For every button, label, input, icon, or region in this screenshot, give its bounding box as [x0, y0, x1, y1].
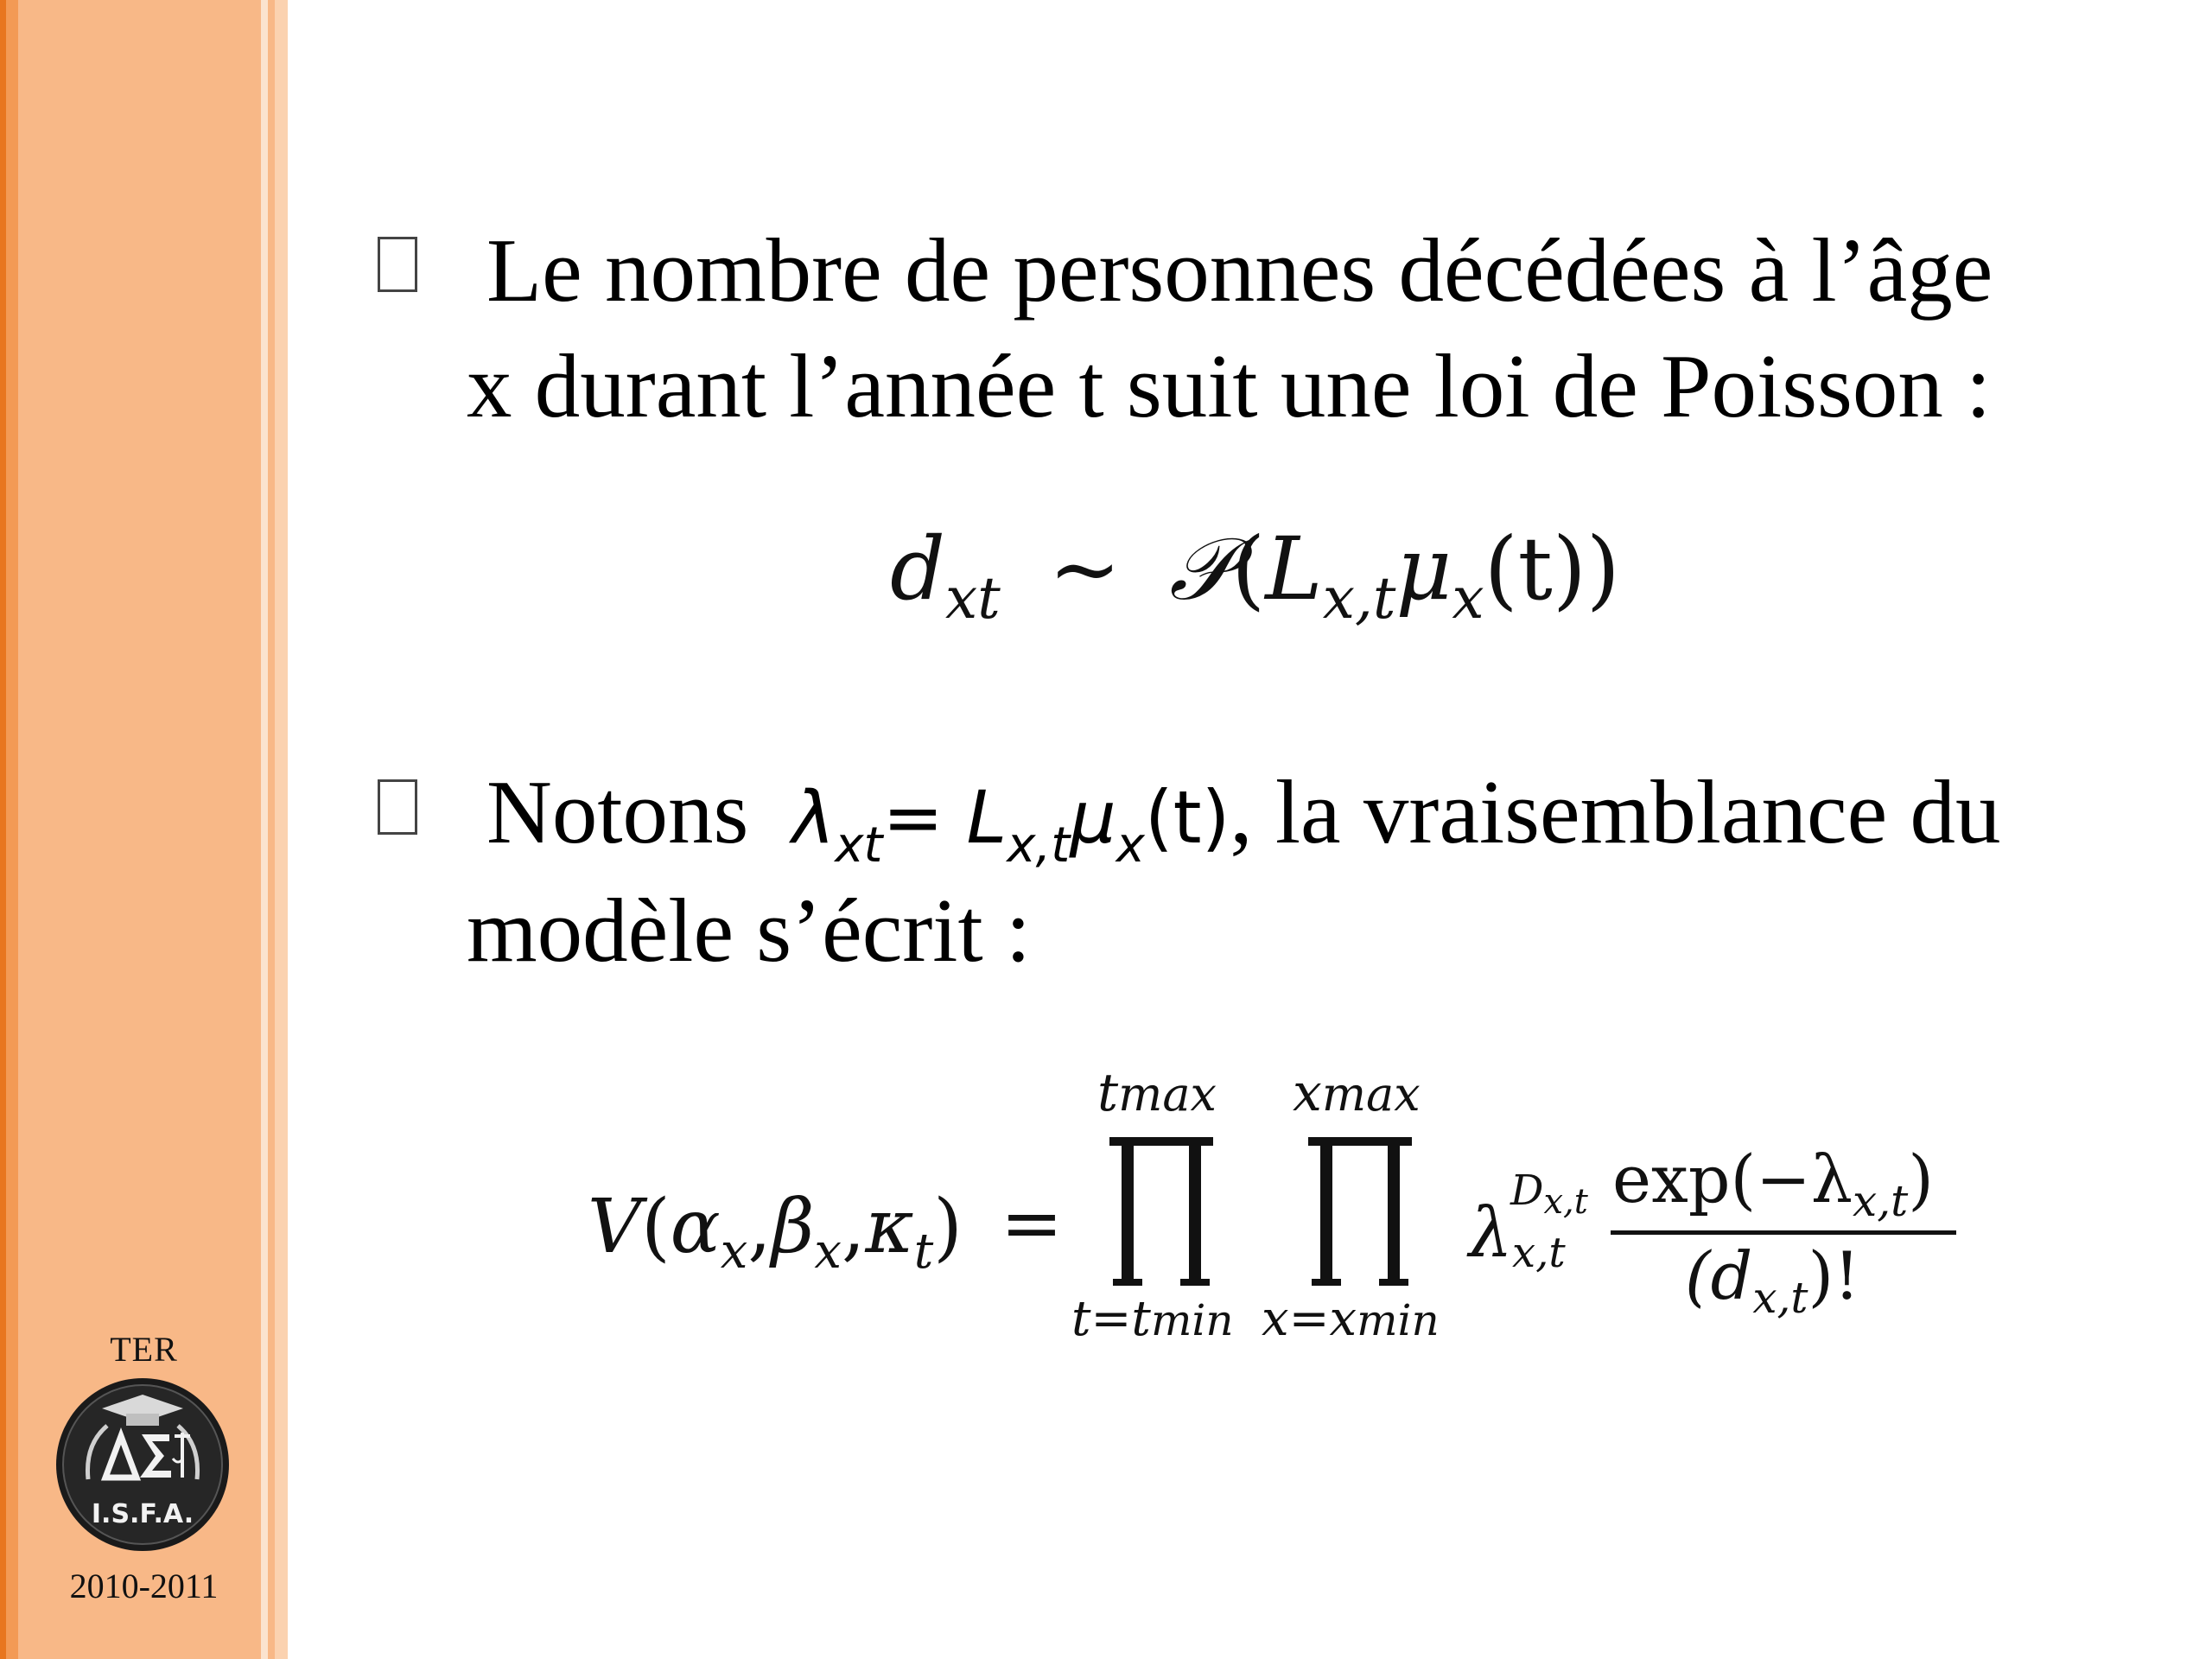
inline-lambda: λ	[791, 775, 836, 860]
eq1-close: )	[1586, 518, 1620, 620]
sidebar-edge-dark	[0, 0, 6, 1659]
equation-poisson	[890, 518, 1620, 648]
eq1-L: L	[1265, 518, 1323, 620]
eq2-V: V	[588, 1184, 642, 1270]
bullet-marker-1	[378, 237, 417, 292]
eq1-arg: (t)	[1484, 518, 1586, 620]
eq2-product-symbol-1	[1109, 1137, 1213, 1286]
inline-lambda-def	[791, 775, 1230, 874]
eq1-sim: ~	[1048, 518, 1122, 620]
eq2-denominator-text: (d	[1685, 1237, 1753, 1314]
eq2-alpha-sub: x	[720, 1224, 748, 1280]
eq2-product-symbol-2	[1308, 1137, 1412, 1286]
eq2-prod2-lower-var: x=x	[1262, 1291, 1357, 1347]
sidebar-edge-mid	[6, 0, 18, 1659]
eq2-prod1-upper-sub: max	[1118, 1067, 1217, 1122]
eq1-d: d	[890, 518, 946, 620]
inline-eq: =	[882, 775, 944, 860]
bullet-2-line-1	[486, 754, 2180, 885]
eq2-kappa-sub: t	[913, 1224, 934, 1280]
sidebar-stripe-light	[261, 0, 268, 1659]
eq2-numerator-sub: x,t	[1853, 1176, 1909, 1226]
eq2-alpha: α	[670, 1184, 721, 1270]
eq1-mu: μ	[1395, 518, 1452, 620]
eq2-prod2-upper	[1293, 1063, 1421, 1123]
eq1-open: (	[1231, 518, 1266, 620]
eq1-mu-sub: x	[1452, 565, 1484, 632]
bullet-2-after-math: , la vraisemblance du	[1230, 761, 2001, 862]
eq2-prod1-lower-var: t=t	[1071, 1291, 1151, 1347]
eq2-lambda-sub: x,t	[1512, 1229, 1566, 1277]
eq2-prod1-lower-sub: min	[1150, 1295, 1234, 1345]
eq2-lambda-sup-var: D	[1510, 1166, 1544, 1215]
eq2-close: )	[933, 1184, 963, 1270]
eq1-L-sub: x,t	[1322, 565, 1396, 632]
eq2-prod2-upper-sub: max	[1321, 1067, 1421, 1122]
eq1-d-sub: xt	[945, 565, 1001, 632]
eq2-prod1-upper-var: t	[1097, 1063, 1119, 1123]
eq2-lhs	[588, 1184, 963, 1280]
eq2-prod1-upper	[1097, 1063, 1217, 1123]
sidebar-stripe-pale	[275, 0, 288, 1659]
eq2-lambda-sup-sub: x,t	[1543, 1182, 1588, 1222]
inline-L-sub: x,t	[1007, 817, 1071, 874]
bullet-2-word: Notons	[486, 761, 749, 862]
eq2-beta-sub: x	[814, 1224, 842, 1280]
eq2-kappa: κ	[865, 1184, 914, 1270]
ter-label: TER	[110, 1330, 178, 1369]
eq2-lambda-sup	[1510, 1166, 1588, 1222]
year-label: 2010-2011	[69, 1567, 219, 1605]
eq2-lambda: λ	[1469, 1192, 1513, 1273]
eq2-comma-2: ,	[842, 1184, 866, 1270]
eq2-equals: =	[1001, 1180, 1064, 1267]
eq2-numerator-text: exp(−λ	[1612, 1141, 1853, 1217]
bullet-2-line-2: modèle s’écrit :	[467, 880, 1032, 981]
bullet-marker-2	[378, 779, 417, 835]
equation-likelihood	[588, 1063, 1970, 1391]
eq2-denominator	[1685, 1237, 1860, 1323]
bullet-1-line-1: Le nombre de personnes décédées à l’âge	[486, 219, 1993, 321]
eq2-fraction-bar	[1611, 1230, 1956, 1235]
isfa-logo	[54, 1376, 232, 1554]
eq2-prod1-lower	[1071, 1291, 1234, 1347]
eq2-numerator	[1612, 1141, 1934, 1226]
eq2-denominator-sub: x,t	[1752, 1273, 1808, 1323]
eq1-poisson: 𝒫	[1169, 518, 1232, 620]
inline-mu-sub: x	[1116, 817, 1145, 874]
inline-mu: μ	[1070, 775, 1116, 860]
eq2-prod2-upper-var: x	[1293, 1063, 1322, 1123]
eq2-prod2-lower	[1262, 1291, 1440, 1347]
logo-text: I.S.F.A.	[91, 1499, 194, 1529]
eq2-prod2-lower-sub: min	[1357, 1295, 1440, 1345]
bullet-1-line-2: x durant l’année t suit une loi de Poisson :	[467, 335, 1992, 436]
eq2-denominator-close: )!	[1808, 1237, 1860, 1314]
inline-arg: (t)	[1144, 775, 1230, 860]
eq2-numerator-close: )	[1908, 1141, 1934, 1217]
sidebar	[0, 0, 288, 1659]
eq2-comma-1: ,	[747, 1184, 772, 1270]
eq2-open: (	[641, 1184, 671, 1270]
eq2-beta: β	[771, 1184, 815, 1270]
inline-lambda-sub: xt	[835, 817, 883, 874]
inline-L: L	[966, 775, 1007, 860]
